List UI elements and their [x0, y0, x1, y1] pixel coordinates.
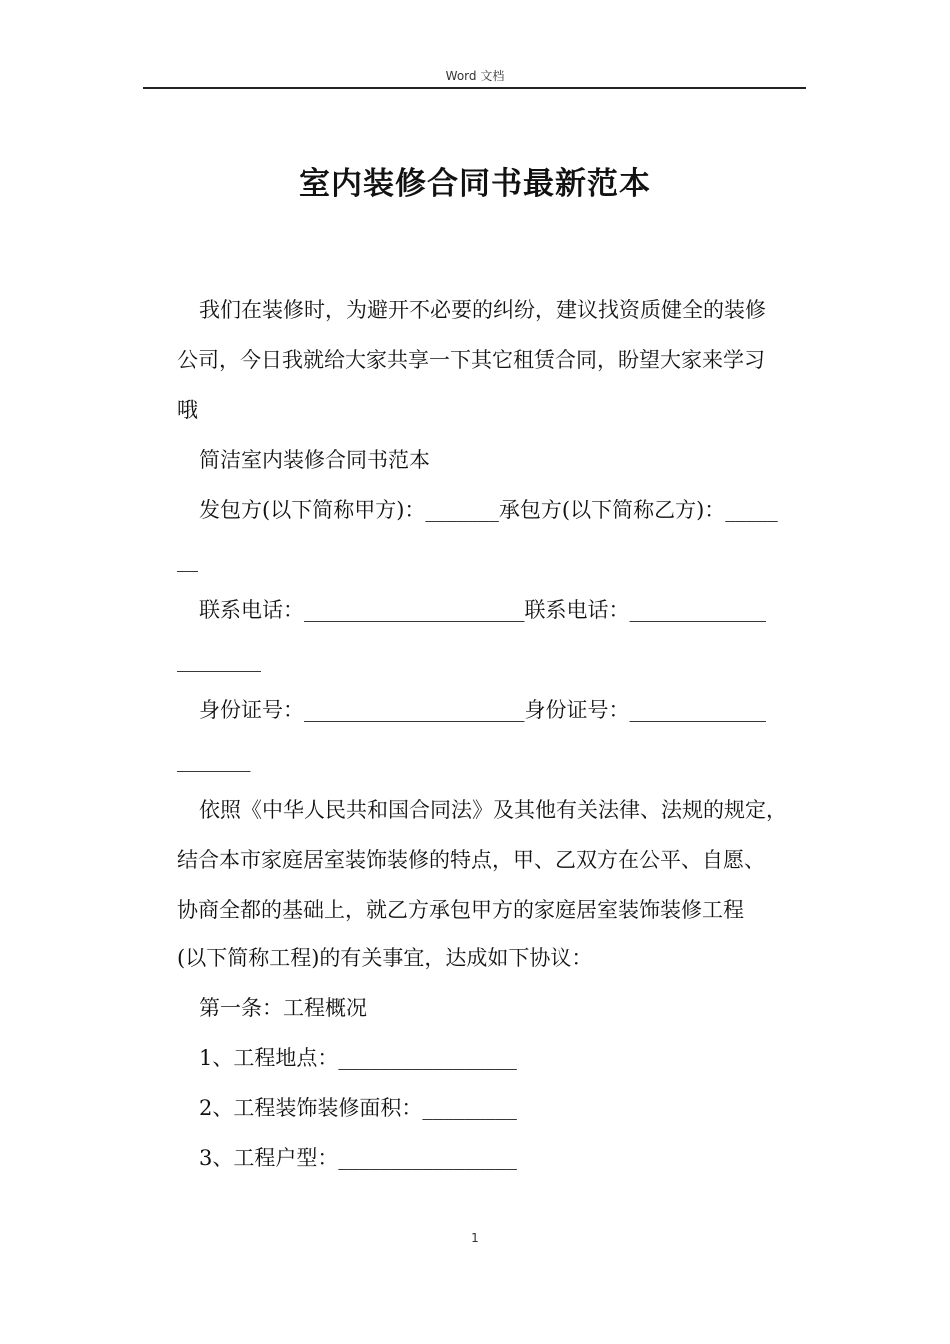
paragraph-line: 我们在装修时，为避开不必要的纠纷，建议找资质健全的装修: [199, 298, 766, 322]
list-item: 2、工程装饰装修面积：_________: [199, 1096, 517, 1120]
party-line: 发包方(以下简称甲方)：_______承包方(以下简称乙方)：_____: [199, 498, 778, 522]
header-divider: [143, 87, 806, 89]
id-line: 身份证号：_____________________身份证号：_____________: [199, 698, 766, 722]
section-heading: 简洁室内装修合同书范本: [199, 448, 430, 472]
paragraph-line: 哦: [177, 398, 198, 422]
page-header: Word 文档: [445, 69, 505, 83]
document-title: 室内装修合同书最新范本: [299, 166, 651, 202]
list-item: 1、工程地点：_________________: [199, 1046, 517, 1070]
paragraph-line: 协商全都的基础上，就乙方承包甲方的家庭居室装饰装修工程: [177, 898, 744, 922]
page-number: 1: [471, 1231, 479, 1245]
phone-line-cont: ________: [177, 648, 261, 672]
paragraph-line: 结合本市家庭居室装饰装修的特点，甲、乙双方在公平、自愿、: [177, 848, 765, 872]
paragraph-line: 依照《中华人民共和国合同法》及其他有关法律、法规的规定，: [199, 798, 787, 822]
phone-line: 联系电话：_____________________联系电话：_____________: [199, 598, 766, 622]
list-item: 3、工程户型：_________________: [199, 1146, 517, 1170]
paragraph-line: (以下简称工程)的有关事宜，达成如下协议：: [177, 946, 593, 970]
paragraph-line: 公司，今日我就给大家共享一下其它租赁合同，盼望大家来学习: [177, 348, 765, 372]
article-heading: 第一条：工程概况: [199, 996, 367, 1020]
id-line-cont: _______: [177, 748, 251, 772]
party-line-cont: __: [177, 548, 198, 572]
